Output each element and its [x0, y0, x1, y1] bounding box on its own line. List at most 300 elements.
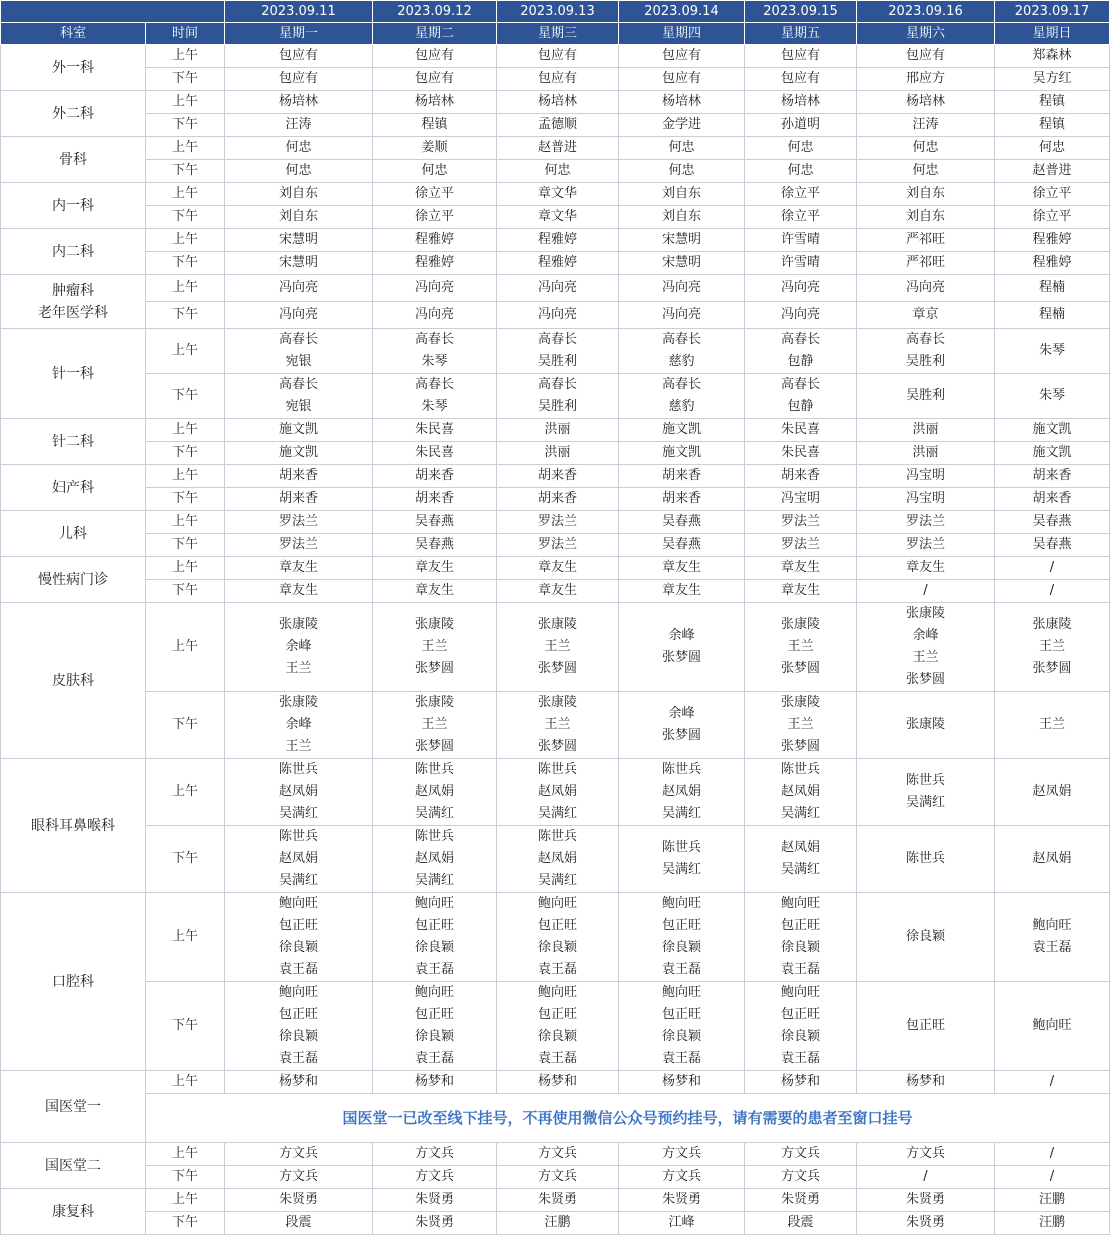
- doctor-cell: [745, 534, 857, 557]
- schedule-row: [1, 1143, 1110, 1166]
- doctor-cell: [373, 534, 497, 557]
- doctor-name: 赵凤娟: [414, 851, 454, 866]
- doctor-cell: [619, 329, 745, 374]
- department-name: [1, 45, 146, 91]
- period-cell: 上午: [146, 557, 225, 580]
- doctor-name: 许雪晴: [780, 232, 820, 247]
- period-cell: 下午: [146, 982, 225, 1071]
- doctor-name: 何忠: [912, 163, 939, 178]
- schedule-row: [1, 488, 1110, 511]
- doctor-name: 高春长: [278, 377, 318, 392]
- doctor-cell: [619, 1212, 745, 1235]
- doctor-name: 包正旺: [537, 1007, 577, 1022]
- doctor-cell: [995, 759, 1110, 826]
- doctor-cell: [857, 692, 995, 759]
- doctor-cell: [857, 329, 995, 374]
- doctor-cell: [619, 442, 745, 465]
- doctor-cell: [857, 302, 995, 329]
- department-name: [1, 91, 146, 137]
- doctor-name: 陈世兵: [278, 829, 318, 844]
- doctor-name: 刘自东: [661, 209, 701, 224]
- doctor-cell: [745, 229, 857, 252]
- doctor-name: 许雪晴: [780, 255, 820, 270]
- doctor-name: 冯向亮: [278, 307, 318, 322]
- notice-text: 国医堂一已改至线下挂号，不再使用微信公众号预约挂号，请有需要的患者至窗口挂号: [146, 1094, 1110, 1143]
- doctor-cell: [497, 557, 619, 580]
- doctor-name: 何忠: [421, 163, 448, 178]
- doctor-name: 章文华: [537, 209, 577, 224]
- doctor-name: 冯向亮: [780, 307, 820, 322]
- period-cell: 下午: [146, 68, 225, 91]
- doctor-cell: [995, 692, 1110, 759]
- doctor-name: 鲍向旺: [1032, 918, 1072, 933]
- doctor-cell: [373, 1071, 497, 1094]
- doctor-name: 杨培林: [661, 94, 701, 109]
- doctor-name: 施文凯: [1032, 445, 1072, 460]
- doctor-name: 程雅婷: [537, 232, 577, 247]
- doctor-name: 吴满红: [905, 795, 945, 810]
- doctor-cell: [857, 183, 995, 206]
- doctor-name: 姜顺: [421, 140, 448, 155]
- doctor-name: /: [923, 1169, 928, 1184]
- doctor-name: 陈世兵: [278, 762, 318, 777]
- doctor-name: 高春长: [905, 332, 945, 347]
- doctor-name: 包应有: [661, 71, 701, 86]
- doctor-cell: [497, 114, 619, 137]
- doctor-cell: [857, 419, 995, 442]
- doctor-cell: [373, 893, 497, 982]
- doctor-name: 包正旺: [414, 918, 454, 933]
- doctor-name: 张梦圆: [414, 739, 454, 754]
- doctor-name: 程雅婷: [414, 232, 454, 247]
- doctor-cell: [619, 534, 745, 557]
- doctor-cell: [373, 1189, 497, 1212]
- doctor-cell: [497, 603, 619, 692]
- doctor-cell: [857, 1071, 995, 1094]
- doctor-cell: [497, 252, 619, 275]
- doctor-name: 张康陵: [414, 695, 454, 710]
- doctor-name: 包正旺: [414, 1007, 454, 1022]
- weekday-header: 星期五: [745, 23, 857, 45]
- doctor-name: 胡来香: [661, 468, 701, 483]
- period-cell: 下午: [146, 826, 225, 893]
- department-name: [1, 893, 146, 1071]
- doctor-name: 鲍向旺: [1032, 1018, 1072, 1033]
- doctor-name: 徐良颖: [278, 1029, 318, 1044]
- doctor-cell: [225, 183, 373, 206]
- doctor-name: 鲍向旺: [661, 896, 701, 911]
- doctor-cell: [995, 252, 1110, 275]
- doctor-name: 程雅婷: [537, 255, 577, 270]
- doctor-name: 高春长: [661, 377, 701, 392]
- doctor-cell: [225, 580, 373, 603]
- doctor-name: 吴胜利: [905, 354, 945, 369]
- doctor-cell: [745, 692, 857, 759]
- doctor-name: 方文兵: [537, 1146, 577, 1161]
- doctor-name: 胡来香: [780, 468, 820, 483]
- schedule-row: [1, 302, 1110, 329]
- schedule-row: [1, 511, 1110, 534]
- doctor-cell: [745, 511, 857, 534]
- doctor-name: 包正旺: [905, 1018, 945, 1033]
- doctor-name: 洪丽: [544, 422, 571, 437]
- doctor-name: 孙道明: [780, 117, 820, 132]
- doctor-name: 何忠: [1038, 140, 1065, 155]
- doctor-name: 杨梦和: [780, 1074, 820, 1089]
- doctor-name: 吴满红: [780, 862, 820, 877]
- doctor-cell: [857, 160, 995, 183]
- doctor-name: 张梦圆: [661, 728, 701, 743]
- doctor-cell: [497, 160, 619, 183]
- doctor-name: 包应有: [537, 48, 577, 63]
- department-name-line: 肿瘤科: [52, 282, 94, 299]
- doctor-name: 孟德顺: [537, 117, 577, 132]
- doctor-cell: [745, 580, 857, 603]
- department-name-line: 口腔科: [52, 973, 94, 990]
- department-name: [1, 229, 146, 275]
- doctor-name: /: [1049, 1074, 1055, 1089]
- doctor-cell: [373, 603, 497, 692]
- doctor-cell: [857, 1189, 995, 1212]
- department-name: [1, 1189, 146, 1235]
- doctor-cell: [373, 442, 497, 465]
- doctor-cell: [995, 893, 1110, 982]
- schedule-row: [1, 229, 1110, 252]
- department-name-line: 慢性病门诊: [38, 571, 108, 588]
- doctor-cell: [373, 1212, 497, 1235]
- doctor-name: 赵凤娟: [1032, 784, 1072, 799]
- doctor-name: 章友生: [414, 560, 454, 575]
- period-cell: 下午: [146, 534, 225, 557]
- period-cell: 下午: [146, 374, 225, 419]
- department-name: [1, 183, 146, 229]
- doctor-name: 章友生: [661, 583, 701, 598]
- doctor-name: 程雅婷: [414, 255, 454, 270]
- doctor-cell: [619, 1166, 745, 1189]
- doctor-name: 胡来香: [1032, 491, 1072, 506]
- doctor-cell: [745, 1212, 857, 1235]
- period-cell: 下午: [146, 114, 225, 137]
- doctor-cell: [857, 826, 995, 893]
- doctor-cell: [619, 557, 745, 580]
- doctor-cell: [225, 329, 373, 374]
- doctor-name: /: [1049, 560, 1055, 575]
- doctor-name: 何忠: [668, 140, 695, 155]
- doctor-cell: [225, 45, 373, 68]
- doctor-cell: [373, 206, 497, 229]
- doctor-name: 朱民喜: [414, 445, 454, 460]
- schedule-row: [1, 160, 1110, 183]
- doctor-name: 罗法兰: [278, 537, 318, 552]
- doctor-cell: [373, 488, 497, 511]
- doctor-name: 吴胜利: [537, 399, 577, 414]
- schedule-row: [1, 183, 1110, 206]
- date-header: 2023.09.17: [995, 1, 1110, 23]
- doctor-name: 余峰: [912, 628, 939, 643]
- doctor-name: 包应有: [414, 71, 454, 86]
- doctor-cell: [373, 580, 497, 603]
- doctor-name: 章友生: [278, 583, 318, 598]
- doctor-cell: [373, 692, 497, 759]
- doctor-cell: [857, 206, 995, 229]
- date-header-row: [1, 1, 1110, 23]
- doctor-name: 陈世兵: [537, 829, 577, 844]
- doctor-name: 袁王磊: [278, 962, 318, 977]
- doctor-cell: [745, 1143, 857, 1166]
- period-cell: 上午: [146, 511, 225, 534]
- period-cell: 上午: [146, 183, 225, 206]
- doctor-name: 王兰: [1038, 639, 1065, 654]
- period-cell: 下午: [146, 302, 225, 329]
- doctor-cell: [225, 275, 373, 302]
- doctor-cell: [995, 982, 1110, 1071]
- doctor-cell: [619, 137, 745, 160]
- doctor-cell: [619, 68, 745, 91]
- doctor-cell: [995, 580, 1110, 603]
- doctor-cell: [373, 1143, 497, 1166]
- doctor-cell: [373, 511, 497, 534]
- doctor-name: 程楠: [1038, 280, 1065, 295]
- doctor-cell: [225, 374, 373, 419]
- doctor-cell: [619, 419, 745, 442]
- doctor-name: 方文兵: [780, 1146, 820, 1161]
- doctor-name: 吴满红: [414, 873, 454, 888]
- doctor-name: 包正旺: [661, 918, 701, 933]
- doctor-cell: [857, 1212, 995, 1235]
- doctor-name: 胡来香: [414, 468, 454, 483]
- doctor-name: 高春长: [661, 332, 701, 347]
- doctor-cell: [619, 580, 745, 603]
- doctor-name: 张康陵: [537, 617, 577, 632]
- doctor-cell: [619, 114, 745, 137]
- department-name-line: 国医堂二: [45, 1157, 101, 1174]
- doctor-cell: [225, 759, 373, 826]
- schedule-row: [1, 759, 1110, 826]
- doctor-name: 胡来香: [278, 491, 318, 506]
- doctor-name: 施文凯: [278, 422, 318, 437]
- doctor-cell: [619, 1071, 745, 1094]
- doctor-name: 罗法兰: [780, 537, 820, 552]
- doctor-name: 朱贤勇: [905, 1215, 945, 1230]
- doctor-name: 刘自东: [278, 186, 318, 201]
- doctor-name: 赵凤娟: [1032, 851, 1072, 866]
- schedule-row: [1, 603, 1110, 692]
- doctor-name: 朱贤勇: [414, 1215, 454, 1230]
- doctor-name: 包正旺: [661, 1007, 701, 1022]
- doctor-name: 高春长: [537, 332, 577, 347]
- doctor-name: 陈世兵: [905, 773, 945, 788]
- doctor-cell: [619, 1189, 745, 1212]
- doctor-name: 冯向亮: [537, 307, 577, 322]
- doctor-name: 吴方红: [1032, 71, 1072, 86]
- doctor-name: 何忠: [787, 140, 814, 155]
- schedule-row: [1, 465, 1110, 488]
- doctor-cell: [225, 1166, 373, 1189]
- department-name-line: 针一科: [52, 365, 94, 382]
- doctor-name: 张梦圆: [905, 672, 945, 687]
- schedule-row: [1, 557, 1110, 580]
- doctor-cell: [497, 580, 619, 603]
- doctor-name: 方文兵: [661, 1169, 701, 1184]
- date-header: 2023.09.11: [225, 1, 373, 23]
- doctor-name: 汪鹏: [544, 1215, 571, 1230]
- doctor-cell: [745, 893, 857, 982]
- doctor-cell: [745, 45, 857, 68]
- doctor-name: 罗法兰: [905, 514, 945, 529]
- period-cell: 上午: [146, 419, 225, 442]
- doctor-cell: [225, 206, 373, 229]
- doctor-name: 包静: [787, 399, 814, 414]
- doctor-cell: [857, 275, 995, 302]
- doctor-cell: [225, 465, 373, 488]
- doctor-name: 严祁旺: [905, 232, 945, 247]
- doctor-name: 包正旺: [780, 1007, 820, 1022]
- doctor-cell: [497, 1212, 619, 1235]
- doctor-cell: [745, 982, 857, 1071]
- doctor-name: 何忠: [787, 163, 814, 178]
- doctor-cell: [745, 465, 857, 488]
- doctor-name: 宋慧明: [661, 232, 701, 247]
- doctor-cell: [995, 329, 1110, 374]
- doctor-cell: [745, 826, 857, 893]
- period-cell: 下午: [146, 160, 225, 183]
- doctor-cell: [857, 982, 995, 1071]
- doctor-cell: [497, 1143, 619, 1166]
- doctor-cell: [745, 442, 857, 465]
- doctor-cell: [619, 160, 745, 183]
- doctor-name: 张梦圆: [414, 661, 454, 676]
- doctor-name: 袁王磊: [414, 1051, 454, 1066]
- doctor-cell: [497, 91, 619, 114]
- doctor-name: 袁王磊: [537, 962, 577, 977]
- doctor-cell: [619, 91, 745, 114]
- period-cell: 上午: [146, 1143, 225, 1166]
- doctor-name: 袁王磊: [1032, 940, 1072, 955]
- department-name: [1, 465, 146, 511]
- doctor-cell: [373, 114, 497, 137]
- doctor-cell: [619, 183, 745, 206]
- doctor-name: 宛银: [285, 399, 312, 414]
- doctor-name: 杨培林: [537, 94, 577, 109]
- doctor-cell: [497, 1071, 619, 1094]
- doctor-name: 吴胜利: [537, 354, 577, 369]
- doctor-cell: [225, 488, 373, 511]
- doctor-cell: [995, 91, 1110, 114]
- doctor-name: 赵凤娟: [537, 784, 577, 799]
- doctor-name: 陈世兵: [414, 762, 454, 777]
- doctor-cell: [225, 603, 373, 692]
- doctor-cell: [619, 488, 745, 511]
- doctor-cell: [373, 252, 497, 275]
- doctor-name: 徐立平: [414, 186, 454, 201]
- doctor-cell: [497, 302, 619, 329]
- doctor-name: 张梦圆: [537, 739, 577, 754]
- doctor-cell: [497, 465, 619, 488]
- doctor-name: 吴满红: [414, 806, 454, 821]
- date-header: 2023.09.13: [497, 1, 619, 23]
- doctor-name: 吴满红: [661, 862, 701, 877]
- doctor-name: /: [1049, 1169, 1055, 1184]
- doctor-cell: [497, 206, 619, 229]
- doctor-name: 方文兵: [537, 1169, 577, 1184]
- doctor-name: 冯宝明: [905, 491, 945, 506]
- doctor-name: 袁王磊: [414, 962, 454, 977]
- doctor-name: 程镇: [421, 117, 448, 132]
- doctor-name: 包正旺: [278, 1007, 318, 1022]
- period-cell: 下午: [146, 1166, 225, 1189]
- doctor-name: 何忠: [285, 163, 312, 178]
- doctor-cell: [857, 603, 995, 692]
- doctor-cell: [857, 759, 995, 826]
- doctor-cell: [745, 488, 857, 511]
- schedule-row: [1, 534, 1110, 557]
- doctor-name: 徐良颖: [537, 1029, 577, 1044]
- notice-row: [1, 1094, 1110, 1143]
- doctor-name: 张梦圆: [1032, 661, 1072, 676]
- doctor-name: 高春长: [278, 332, 318, 347]
- doctor-name: 张康陵: [905, 606, 945, 621]
- doctor-cell: [497, 759, 619, 826]
- doctor-name: 王兰: [787, 717, 814, 732]
- doctor-name: 冯宝明: [905, 468, 945, 483]
- doctor-name: 胡来香: [661, 491, 701, 506]
- doctor-name: 包应有: [278, 48, 318, 63]
- doctor-name: 陈世兵: [537, 762, 577, 777]
- doctor-cell: [995, 137, 1110, 160]
- doctor-name: 包正旺: [780, 918, 820, 933]
- doctor-name: 江峰: [668, 1215, 695, 1230]
- doctor-name: 胡来香: [537, 491, 577, 506]
- doctor-cell: [745, 302, 857, 329]
- doctor-name: 章友生: [537, 583, 577, 598]
- doctor-name: 罗法兰: [905, 537, 945, 552]
- doctor-cell: [225, 1189, 373, 1212]
- period-cell: 上午: [146, 229, 225, 252]
- doctor-cell: [225, 91, 373, 114]
- schedule-row: [1, 206, 1110, 229]
- weekday-header: 星期四: [619, 23, 745, 45]
- doctor-name: 王兰: [1038, 717, 1065, 732]
- doctor-cell: [995, 1143, 1110, 1166]
- doctor-name: 高春长: [414, 332, 454, 347]
- weekday-header: 星期日: [995, 23, 1110, 45]
- doctor-name: 张梦圆: [661, 650, 701, 665]
- schedule-row: [1, 252, 1110, 275]
- schedule-row: [1, 91, 1110, 114]
- doctor-name: 章友生: [780, 560, 820, 575]
- department-name-line: 内一科: [52, 197, 94, 214]
- doctor-name: 洪丽: [912, 422, 939, 437]
- doctor-name: 鲍向旺: [537, 985, 577, 1000]
- doctor-name: 程雅婷: [1032, 232, 1072, 247]
- doctor-name: 鲍向旺: [414, 985, 454, 1000]
- doctor-name: 包应有: [780, 71, 820, 86]
- doctor-name: 朱琴: [421, 399, 448, 414]
- doctor-name: 吴春燕: [661, 537, 701, 552]
- doctor-name: 方文兵: [905, 1146, 945, 1161]
- doctor-name: 章友生: [780, 583, 820, 598]
- doctor-name: 朱琴: [421, 354, 448, 369]
- department-name-line: 眼科耳鼻喉科: [31, 817, 115, 834]
- doctor-cell: [373, 91, 497, 114]
- weekday-header: 星期二: [373, 23, 497, 45]
- doctor-name: 吴胜利: [905, 388, 945, 403]
- doctor-name: 赵凤娟: [278, 784, 318, 799]
- doctor-cell: [373, 275, 497, 302]
- doctor-name: 朱贤勇: [905, 1192, 945, 1207]
- department-name: [1, 137, 146, 183]
- doctor-cell: [995, 511, 1110, 534]
